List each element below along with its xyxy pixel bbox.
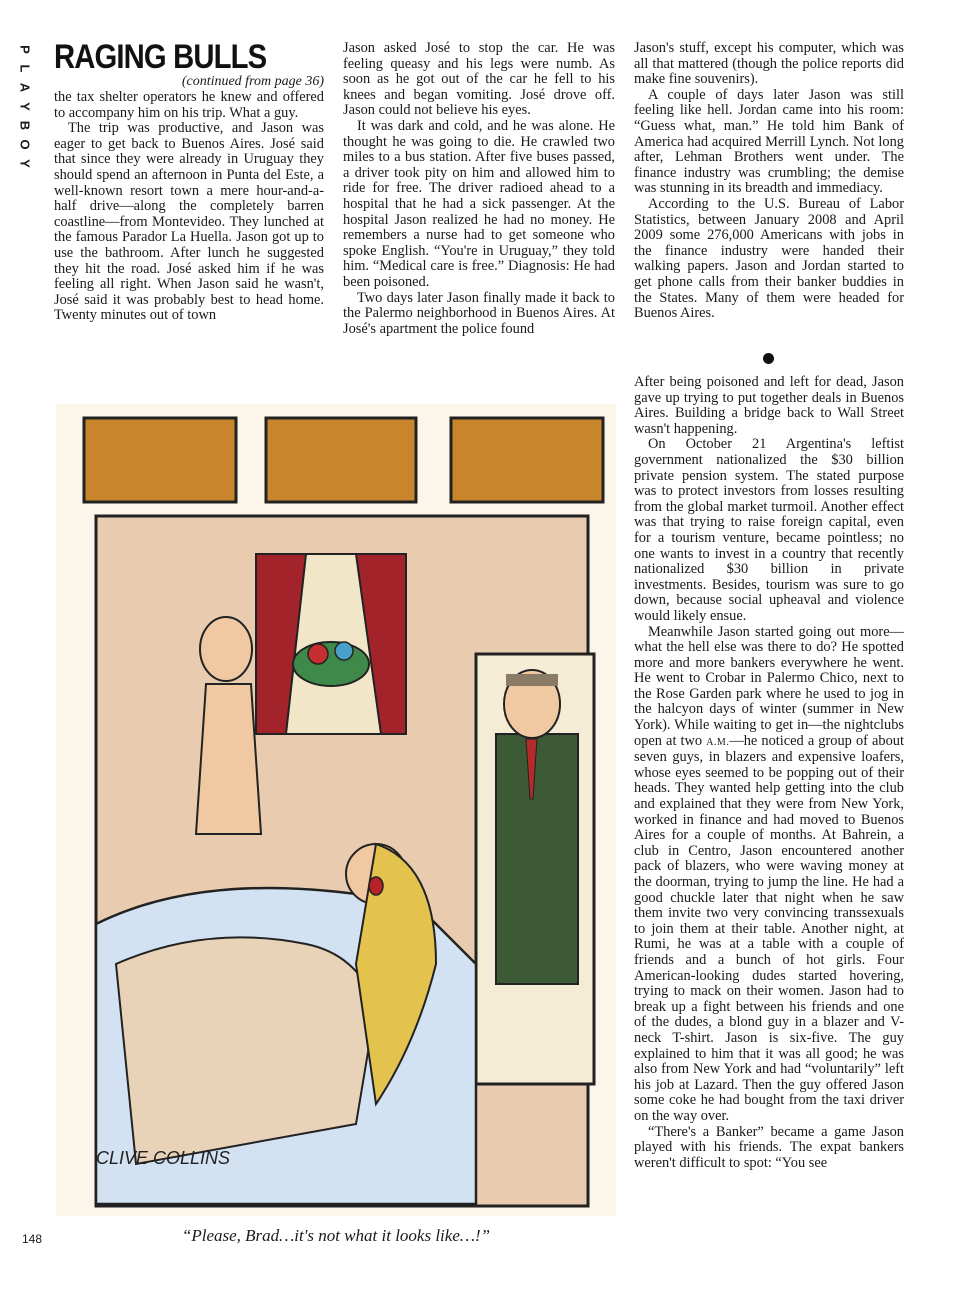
- paragraph: [634, 625, 904, 1125]
- paragraph: the tax shelter operators he knew and offered to accompany him on his trip. What a guy.: [54, 89, 324, 121]
- magazine-letter: L: [17, 64, 33, 73]
- magazine-letter: P: [17, 45, 33, 54]
- magazine-letter: O: [17, 139, 33, 150]
- paragraph: It was dark and cold, and he was alone. He thought he was going to die. He crawled two miles to a bus station. After five buses passed, a driver took pity on him and allowed him to ride for free. The driver radioed ahead to a hospital that he had a sick passenger. At the hospital Jason realized he had no money. He remembers a nurse had to get someone who spoke English. “You're in Uruguay,” they told him. “Medical care is free.” Diagnosis: He had been poisoned.: [343, 117, 615, 290]
- man-in-suit-body: [496, 734, 578, 984]
- continued-note: (continued from page 36): [181, 74, 324, 89]
- column-1: [54, 90, 324, 324]
- paragraph: Jason's stuff, except his computer, which was all that mattered (though the police reports did make fine souvenirs).: [634, 40, 904, 88]
- paragraph: According to the U.S. Bureau of Labor Statistics, between January 2008 and April 2009 some 276,000 Americans with jobs in the finance industry were handed their walking papers. Jason and Jordan started to get phone calls from their banker buddies in the States. Many of them were headed for Buenos Aires.: [634, 195, 904, 322]
- transom-window: [451, 418, 603, 502]
- section-break-bullet: [763, 353, 774, 364]
- article-title: RAGING BULLS: [54, 38, 267, 76]
- magazine-letter: B: [17, 120, 33, 131]
- paragraph: Two days later Jason finally made it back to the Palermo neighborhood in Buenos Aires. At José's apartment the police found: [343, 289, 615, 337]
- column-3-top: [634, 41, 904, 322]
- paragraph: After being poisoned and left for dead, Jason gave up trying to put together deals in Buenos Aires. Building a bridge back to Wall Street wasn't happening.: [634, 374, 904, 437]
- text-run: —he noticed a group of about seven guys, in blazers and expensive loafers, whose eyes seemed to be popping out of their heads. They wanted help getting into the club and explained that they were from New York, worked in finance and had moved to Buenos Aires for a couple of months. At Bahrein, a club in Centro, Jason encountered another pack of blazers, who were waving money at the doorman, trying to jump the line. He had a good chuckle later that night when he saw them invite two very convincing transsexuals to join them at their table. Another night, at Rumi, he was at a table with a couple of friends and a bunch of hot girls. Four American-looking dudes started hovering, trying to mack on their women. Jason had to break up a fight between his friends and one of the dudes, a blond guy in a blazer and V-neck T-shirt. Jason is six-five. The guy explained to him that it was all good; he was also from New York and had “voluntarily” left his job at Lazard. Then the guy offered Jason some coke he had bought from the taxi driver on the way over.: [634, 732, 904, 1124]
- magazine-letter: A: [17, 82, 33, 93]
- paragraph: Jason asked José to stop the car. He was feeling queasy and his legs were numb. As soon as he got out of the car he fell to his knees and began vomiting. José drove off. Jason could not believe his eyes.: [343, 40, 615, 119]
- cartoon-illustration: [56, 404, 616, 1216]
- transom-window: [266, 418, 416, 502]
- column-2: [343, 41, 615, 337]
- standing-man-head: [200, 617, 252, 681]
- small-caps-am: A.M.: [706, 736, 730, 748]
- page-number: 148: [22, 1232, 43, 1246]
- text-run: Meanwhile Jason started going out more—what the hell else was there to do? He spotted more and more bankers everywhere he went. He went to Crobar in Palermo Chico, next to the Rose Garden park where he used to jog in the halcyon days of winter (summer in New York). While waiting to get in—the nightclubs open at two: [634, 623, 904, 749]
- artist-signature: CLIVE COLLINS: [96, 1148, 231, 1168]
- standing-man-body: [196, 684, 261, 834]
- cartoon-caption: “Please, Brad…it's not what it looks like…!”: [181, 1226, 491, 1245]
- fruit-bowl: [293, 642, 369, 686]
- paragraph: On October 21 Argentina's leftist government nationalized the $30 billion private pension system. The stated purpose was to protect investors from losses resulting from the global market turmoil. Another effect was that trying to raise foreign capital, even for a tourism venture, became pointless; no one wants to invest in a country that recently nationalized $30 billion in private investments. Besides, tourism was sure to go down, because social upheaval and violence would likely ensue.: [634, 436, 904, 624]
- magazine-name-vertical: [14, 40, 36, 173]
- paragraph: A couple of days later Jason was still feeling like hell. Jordan came into his room: “Guess what, man.” He told him Bank of America had acquired Merrill Lynch. Not long after, Lehman Brothers went under. The finance industry was crumbling; the demise was stunning in its breadth and immediacy.: [634, 86, 904, 197]
- magazine-letter: Y: [17, 159, 33, 168]
- transom-window: [84, 418, 236, 502]
- magazine-letter: Y: [17, 102, 33, 111]
- column-3-bottom: [634, 375, 904, 1171]
- paragraph: “There's a Banker” became a game Jason played with his friends. The expat bankers weren't difficult to spot: “You see: [634, 1123, 904, 1171]
- paragraph: The trip was productive, and Jason was eager to get back to Buenos Aires. José said that since they were already in Uruguay they should spend an afternoon in Punta del Este, a well-known resort town a mere hour-and-a-half drive—along the completely barren coastline—from Montevideo. They lunched at the famous Parador La Huella. Jason got up to use the bathroom. After lunch he suggested they hit the road. José asked him if he was feeling all right. When Jason said he wasn't, José said it was probably best to head home. Twenty minutes out of town: [54, 120, 324, 324]
